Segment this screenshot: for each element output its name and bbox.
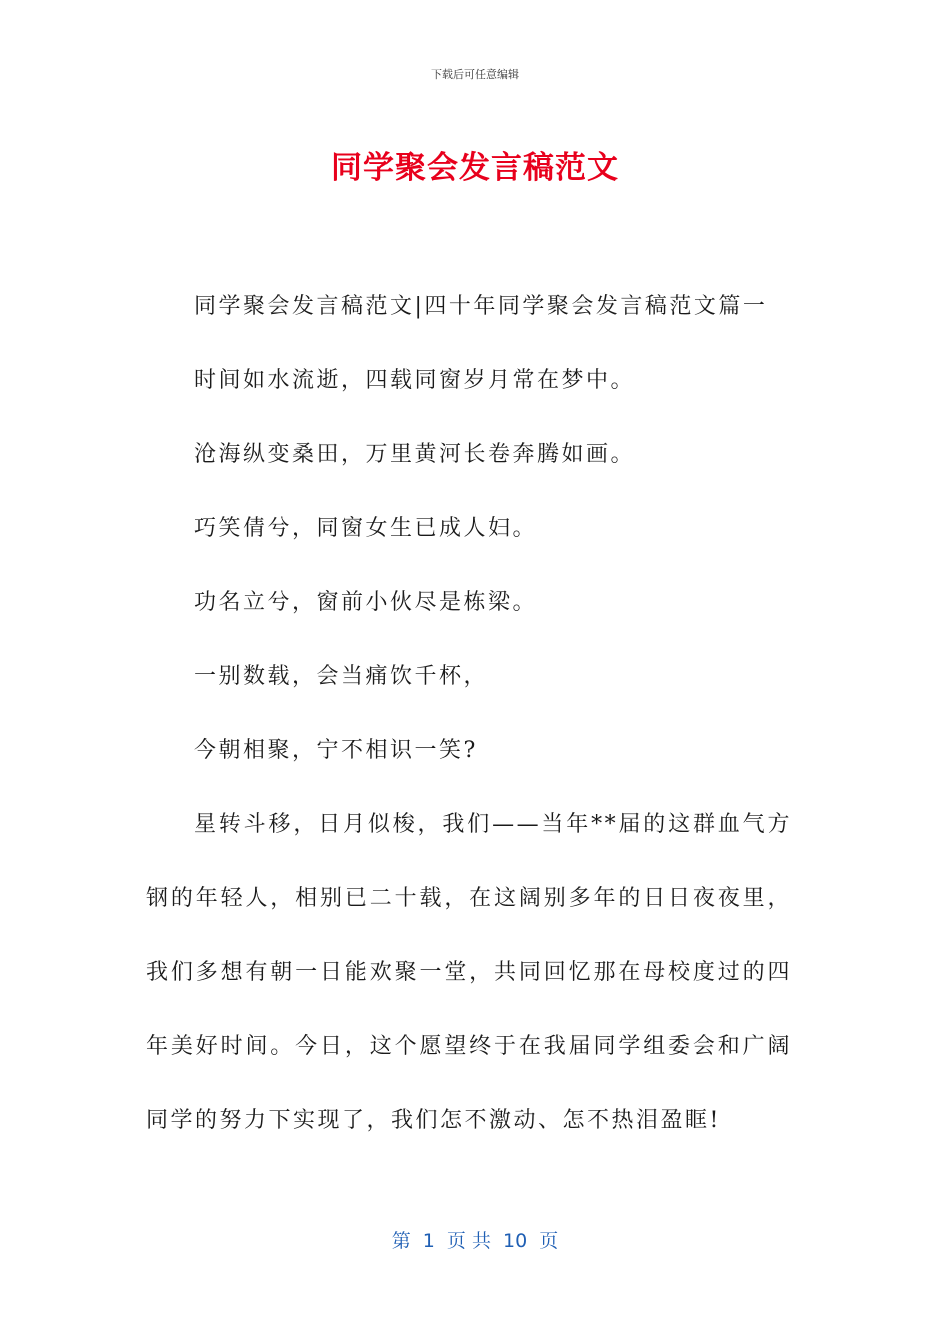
text-line: 沧海纵变桑田，万里黄河长卷奔腾如画。 bbox=[194, 442, 636, 467]
text-line: 今朝相聚，宁不相识一笑? bbox=[194, 738, 478, 763]
page-number-footer: 第 1 页 共 10 页 bbox=[391, 1230, 559, 1252]
text-line: 巧笑倩兮，同窗女生已成人妇。 bbox=[194, 516, 538, 541]
header-note: 下载后可任意编辑 bbox=[431, 68, 519, 81]
text-line: 同学聚会发言稿范文|四十年同学聚会发言稿范文篇一 bbox=[194, 294, 768, 319]
text-line: 功名立兮，窗前小伙尽是栋梁。 bbox=[194, 590, 538, 615]
document-title: 同学聚会发言稿范文 bbox=[331, 150, 619, 186]
document-body bbox=[146, 270, 796, 1158]
body-paragraph: 星转斗移，日月似梭，我们——当年**届的这群血气方钢的年轻人，相别已二十载，在这阔别多年的日日夜夜里，我们多想有朝一日能欢聚一堂，共同回忆那在母校度过的四年美好时间。今日，这个愿望终于在我届同学组委会和广阔同学的努力下实现了，我们怎不激动、怎不热泪盈眶! bbox=[146, 812, 792, 1133]
text-line: 一别数载，会当痛饮千杯， bbox=[194, 664, 489, 689]
text-line: 时间如水流逝，四载同窗岁月常在梦中。 bbox=[194, 368, 636, 393]
